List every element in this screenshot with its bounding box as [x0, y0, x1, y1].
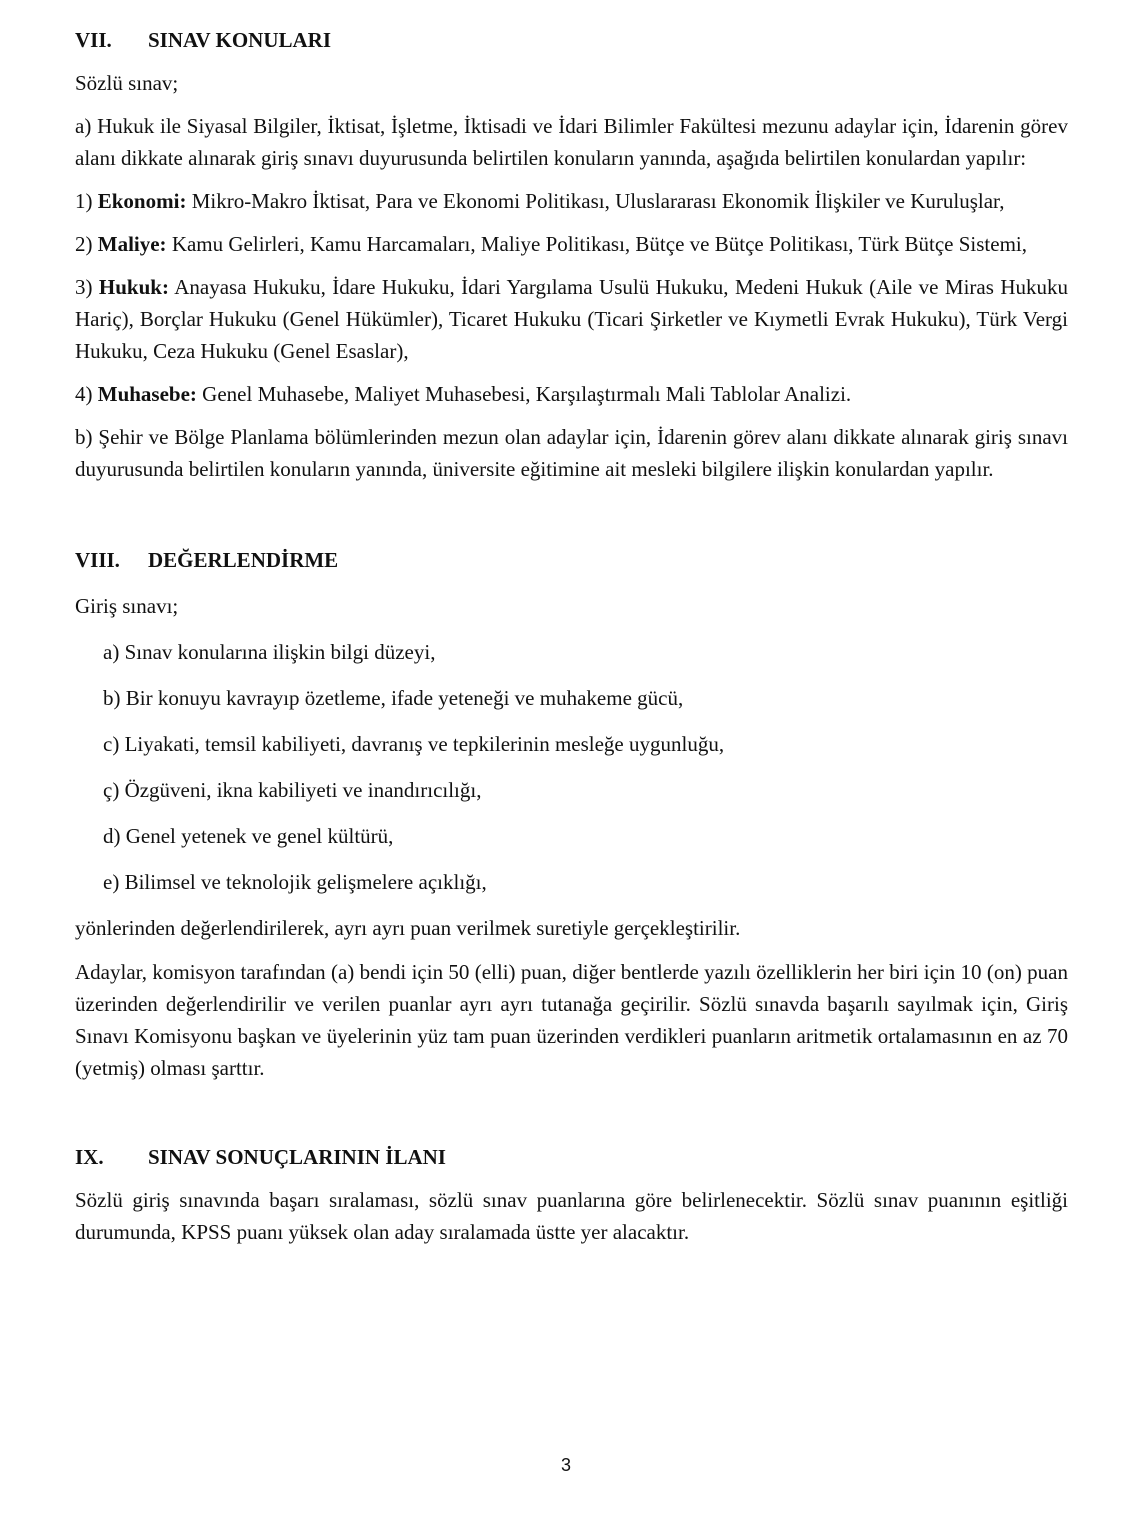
topic-item	[75, 378, 1068, 410]
section-title: SINAV KONULARI	[148, 28, 332, 52]
topic-number: 3)	[75, 275, 93, 299]
criteria-item: c) Liyakati, temsil kabiliyeti, davranış ve tepkilerinin mesleğe uygunluğu,	[103, 732, 725, 756]
topic-label: Maliye:	[97, 232, 167, 256]
paragraph-intro: Giriş sınavı;	[75, 594, 179, 618]
document-page	[75, 24, 1068, 1248]
paragraph-results: Sözlü giriş sınavında başarı sıralaması, sözlü sınav puanlarına göre belirlenecektir. Sözlü sınav puanının eşitliği durumunda, KPSS puanı yüksek olan aday sıralamada üstte yer alacaktır.	[75, 1188, 1068, 1244]
section-number: IX.	[75, 1145, 104, 1169]
paragraph-b: b) Şehir ve Bölge Planlama bölümlerinden mezun olan adaylar için, İdarenin görev alanı dikkate alınarak giriş sınavı duyurusunda belirtilen konuların yanında, üniversite eğitimine ait mesleki bilgilere ilişkin konulardan yapılır.	[75, 425, 1068, 481]
section-heading-viii	[75, 544, 1068, 576]
section-heading-vii	[75, 24, 1068, 56]
criteria-item: a) Sınav konularına ilişkin bilgi düzeyi,	[103, 640, 436, 664]
criteria-item: e) Bilimsel ve teknolojik gelişmelere açıklığı,	[103, 870, 487, 894]
topic-text: Anayasa Hukuku, İdare Hukuku, İdari Yargılama Usulü Hukuku, Medeni Hukuk (Aile ve Miras Hukuku Hariç), Borçlar Hukuku (Genel Hükümler), Ticaret Hukuku (Ticari Şirketler ve Kıymetli Evrak Hukuku), Türk Vergi Hukuku, Ceza Hukuku (Genel Esaslar),	[75, 275, 1068, 363]
topic-item	[75, 271, 1068, 367]
section-title: SINAV SONUÇLARININ İLANI	[148, 1145, 446, 1169]
topic-label: Muhasebe:	[97, 382, 197, 406]
topic-label: Ekonomi:	[97, 189, 187, 213]
topic-item	[75, 228, 1068, 260]
topic-text: Kamu Gelirleri, Kamu Harcamaları, Maliye Politikası, Bütçe ve Bütçe Politikası, Türk Bütçe Sistemi,	[171, 232, 1027, 256]
topic-number: 4)	[75, 382, 93, 406]
section-number: VII.	[75, 28, 112, 52]
criteria-item: d) Genel yetenek ve genel kültürü,	[103, 824, 394, 848]
paragraph-a: a) Hukuk ile Siyasal Bilgiler, İktisat, İşletme, İktisadi ve İdari Bilimler Fakültesi mezunu adaylar için, İdarenin görev alanı dikkate alınarak giriş sınavı duyurusunda belirtilen konuların yanında, aşağıda belirtilen konulardan yapılır:	[75, 114, 1068, 170]
section-number: VIII.	[75, 548, 120, 572]
paragraph-conclusion: yönlerinden değerlendirilerek, ayrı ayrı puan verilmek suretiyle gerçekleştirilir.	[75, 916, 741, 940]
paragraph-scoring: Adaylar, komisyon tarafından (a) bendi için 50 (elli) puan, diğer bentlerde yazılı özelliklerin her biri için 10 (on) puan üzerinden değerlendirilir ve verilen puanlar ayrı ayrı tutanağa geçirilir. Sözlü sınavda başarılı sayılmak için, Giriş Sınavı Komisyonu başkan ve üyelerinin yüz tam puan üzerinden verdikleri puanların aritmetik ortalamasının en az 70 (yetmiş) olması şarttır.	[75, 960, 1068, 1080]
criteria-item: ç) Özgüveni, ikna kabiliyeti ve inandırıcılığı,	[103, 778, 482, 802]
paragraph-intro: Sözlü sınav;	[75, 71, 179, 95]
topic-item	[75, 185, 1068, 217]
topic-label: Hukuk:	[98, 275, 169, 299]
topic-text: Genel Muhasebe, Maliyet Muhasebesi, Karşılaştırmalı Mali Tablolar Analizi.	[202, 382, 852, 406]
topic-text: Mikro-Makro İktisat, Para ve Ekonomi Politikası, Uluslararası Ekonomik İlişkiler ve Kuruluşlar,	[191, 189, 1005, 213]
page-number: 3	[560, 1455, 571, 1475]
topic-number: 1)	[75, 189, 93, 213]
criteria-item: b) Bir konuyu kavrayıp özetleme, ifade yeteneği ve muhakeme gücü,	[103, 686, 684, 710]
section-heading-ix	[75, 1141, 1068, 1173]
topic-number: 2)	[75, 232, 93, 256]
section-title: DEĞERLENDİRME	[148, 548, 339, 572]
